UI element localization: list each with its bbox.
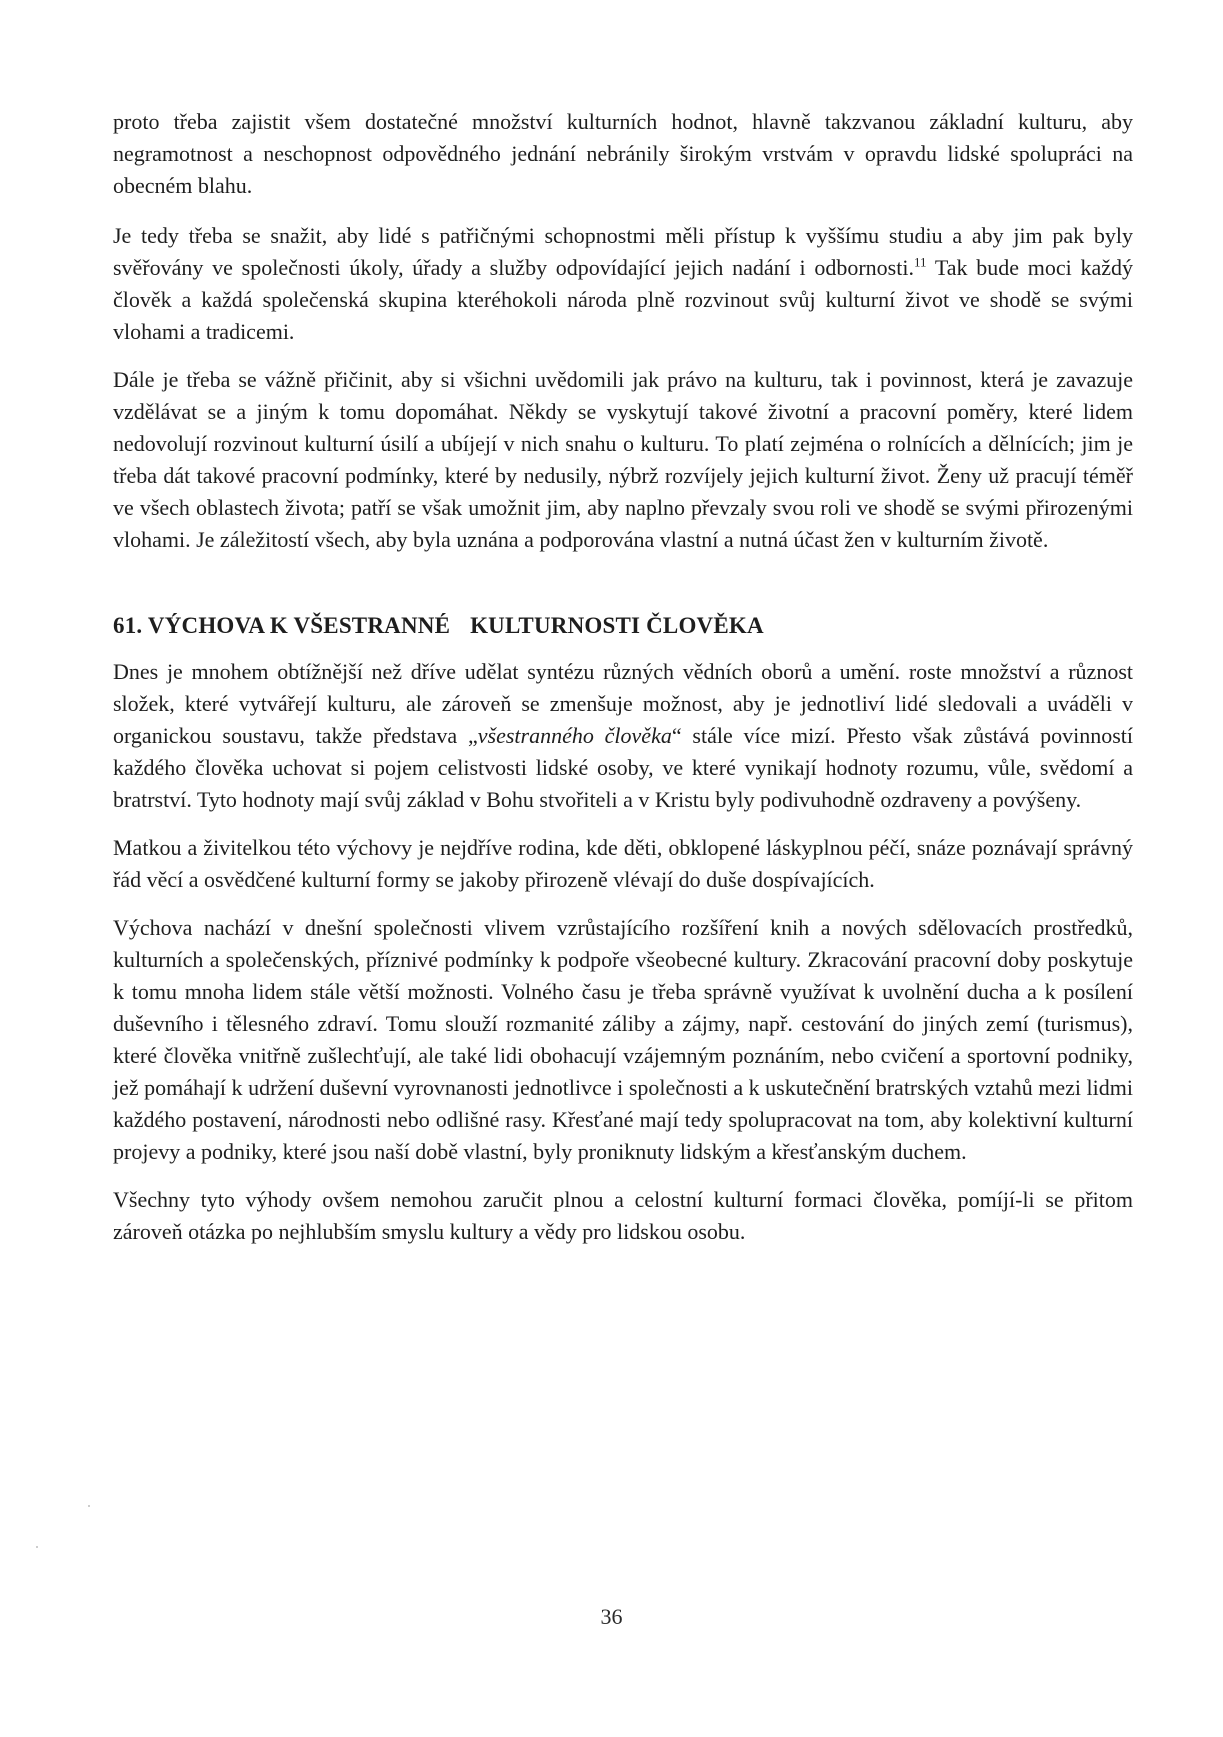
paragraph-4-text-continued: “ stále více mizí. Přesto však zůstává povinností každého člověka uchovat si pojem celistvosti lidské osoby, ve které vynikají hodnoty rozumu, vůle, svědomí a bratrství. Tyto hodnoty mají svůj základ v Bohu stvořiteli a v Kristu byly podivuhodně ozdraveny a povýšeny. — [113, 723, 1134, 812]
paragraph-2-text-continued: Tak bude moci každý člověk a každá společenská skupina kteréhokoli národa plně rozvinout svůj kulturní život ve shodě se svými vlohami a tradicemi. — [113, 255, 1133, 344]
paragraph-5: Matkou a živitelkou této výchovy je nejdříve rodina, kde děti, obklopené láskyplnou péčí, snáze poznávají správný řád věcí a osvědčené kulturní formy se jakoby přirozeně vlévají do duše dospívajících. — [113, 835, 1133, 892]
paragraph-4-text: Dnes je mnohem obtížnější než dříve udělat syntézu různých vědních oborů a umění. roste množství a různost složek, které vytvářejí kulturu, ale zároveň se zmenšuje možnost, aby je jednotliví lidé sledovali a uváděli v organickou soustavu, takže představa „ — [113, 659, 1133, 748]
emphasized-phrase: všestranného člověka — [477, 723, 672, 748]
paragraph-2-text: Je tedy třeba se snažit, aby lidé s patřičnými schopnostmi měli přístup k vyššímu studiu a aby jim pak byly svěřovány ve společnosti úkoly, úřady a služby odpovídající jejich nadání i odbornosti. — [113, 223, 1133, 280]
scan-speck — [36, 1546, 38, 1548]
paragraph-1: proto třeba zajistit všem dostatečné množství kulturních hodnot, hlavně takzvanou základní kulturu, aby negramotnost a neschopnost odpovědného jednání nebránily širokým vrstvám v opravdu lidské spolupráci na obecném blahu. — [113, 109, 1133, 198]
page-content — [113, 106, 1133, 1264]
paragraph-4 — [113, 656, 1133, 816]
paragraph-2 — [113, 220, 1133, 348]
section-number: 61. — [113, 613, 143, 638]
section-title-part1: VÝCHOVA K VŠESTRANNÉ — [147, 613, 451, 638]
section-heading — [113, 610, 1133, 642]
page-number: 36 — [600, 1604, 623, 1629]
paragraph-3: Dále je třeba se vážně přičinit, aby si všichni uvědomili jak právo na kulturu, tak i povinnost, která je zavazuje vzdělávat se a jiným k tomu dopomáhat. Někdy se vyskytují takové životní a pracovní poměry, které lidem nedovolují rozvinout kulturní úsilí a ubíjejí v nich snahu o kulturu. To platí zejména o rolnících a dělnících; jim je třeba dát takové pracovní podmínky, které by nedusily, nýbrž rozvíjely jejich kulturní život. Ženy už pracují téměř ve všech oblastech života; patří se však umožnit jim, aby naplno převzaly svou roli ve shodě se svými přirozenými vlohami. Je záležitostí všech, aby byla uznána a podporována vlastní a nutná účast žen v kulturním životě. — [113, 367, 1133, 552]
paragraph-7: Všechny tyto výhody ovšem nemohou zaručit plnou a celostní kulturní formaci člověka, pomíjí-li se přitom zároveň otázka po nejhlubším smyslu kultury a vědy pro lidskou osobu. — [113, 1187, 1133, 1244]
scan-speck — [88, 1505, 90, 1507]
section-title-part2: KULTURNOSTI ČLOVĚKA — [470, 613, 764, 638]
footnote-reference: 11 — [913, 254, 927, 270]
paragraph-6: Výchova nachází v dnešní společnosti vlivem vzrůstajícího rozšíření knih a nových sdělovacích prostředků, kulturních a společenských, příznivé podmínky k podpoře všeobecné kultury. Zkracování pracovní doby poskytuje k tomu mnoha lidem stále větší možnosti. Volného času je třeba správně využívat k uvolnění ducha a k posílení duševního i tělesného zdraví. Tomu slouží rozmanité záliby a zájmy, např. cestování do jiných zemí (turismus), které člověka vnitřně zušlechťují, ale také lidi obohacují vzájemným poznáním, nebo cvičení a sportovní podniky, jež pomáhají k udržení duševní vyrovnanosti jednotlivce i společnosti a k uskutečnění bratrských vztahů mezi lidmi každého postavení, národnosti nebo odlišné rasy. Křesťané mají tedy spolupracovat na tom, aby kolektivní kulturní projevy a podniky, které jsou naší době vlastní, byly proniknuty lidským a křesťanským duchem. — [113, 915, 1133, 1164]
